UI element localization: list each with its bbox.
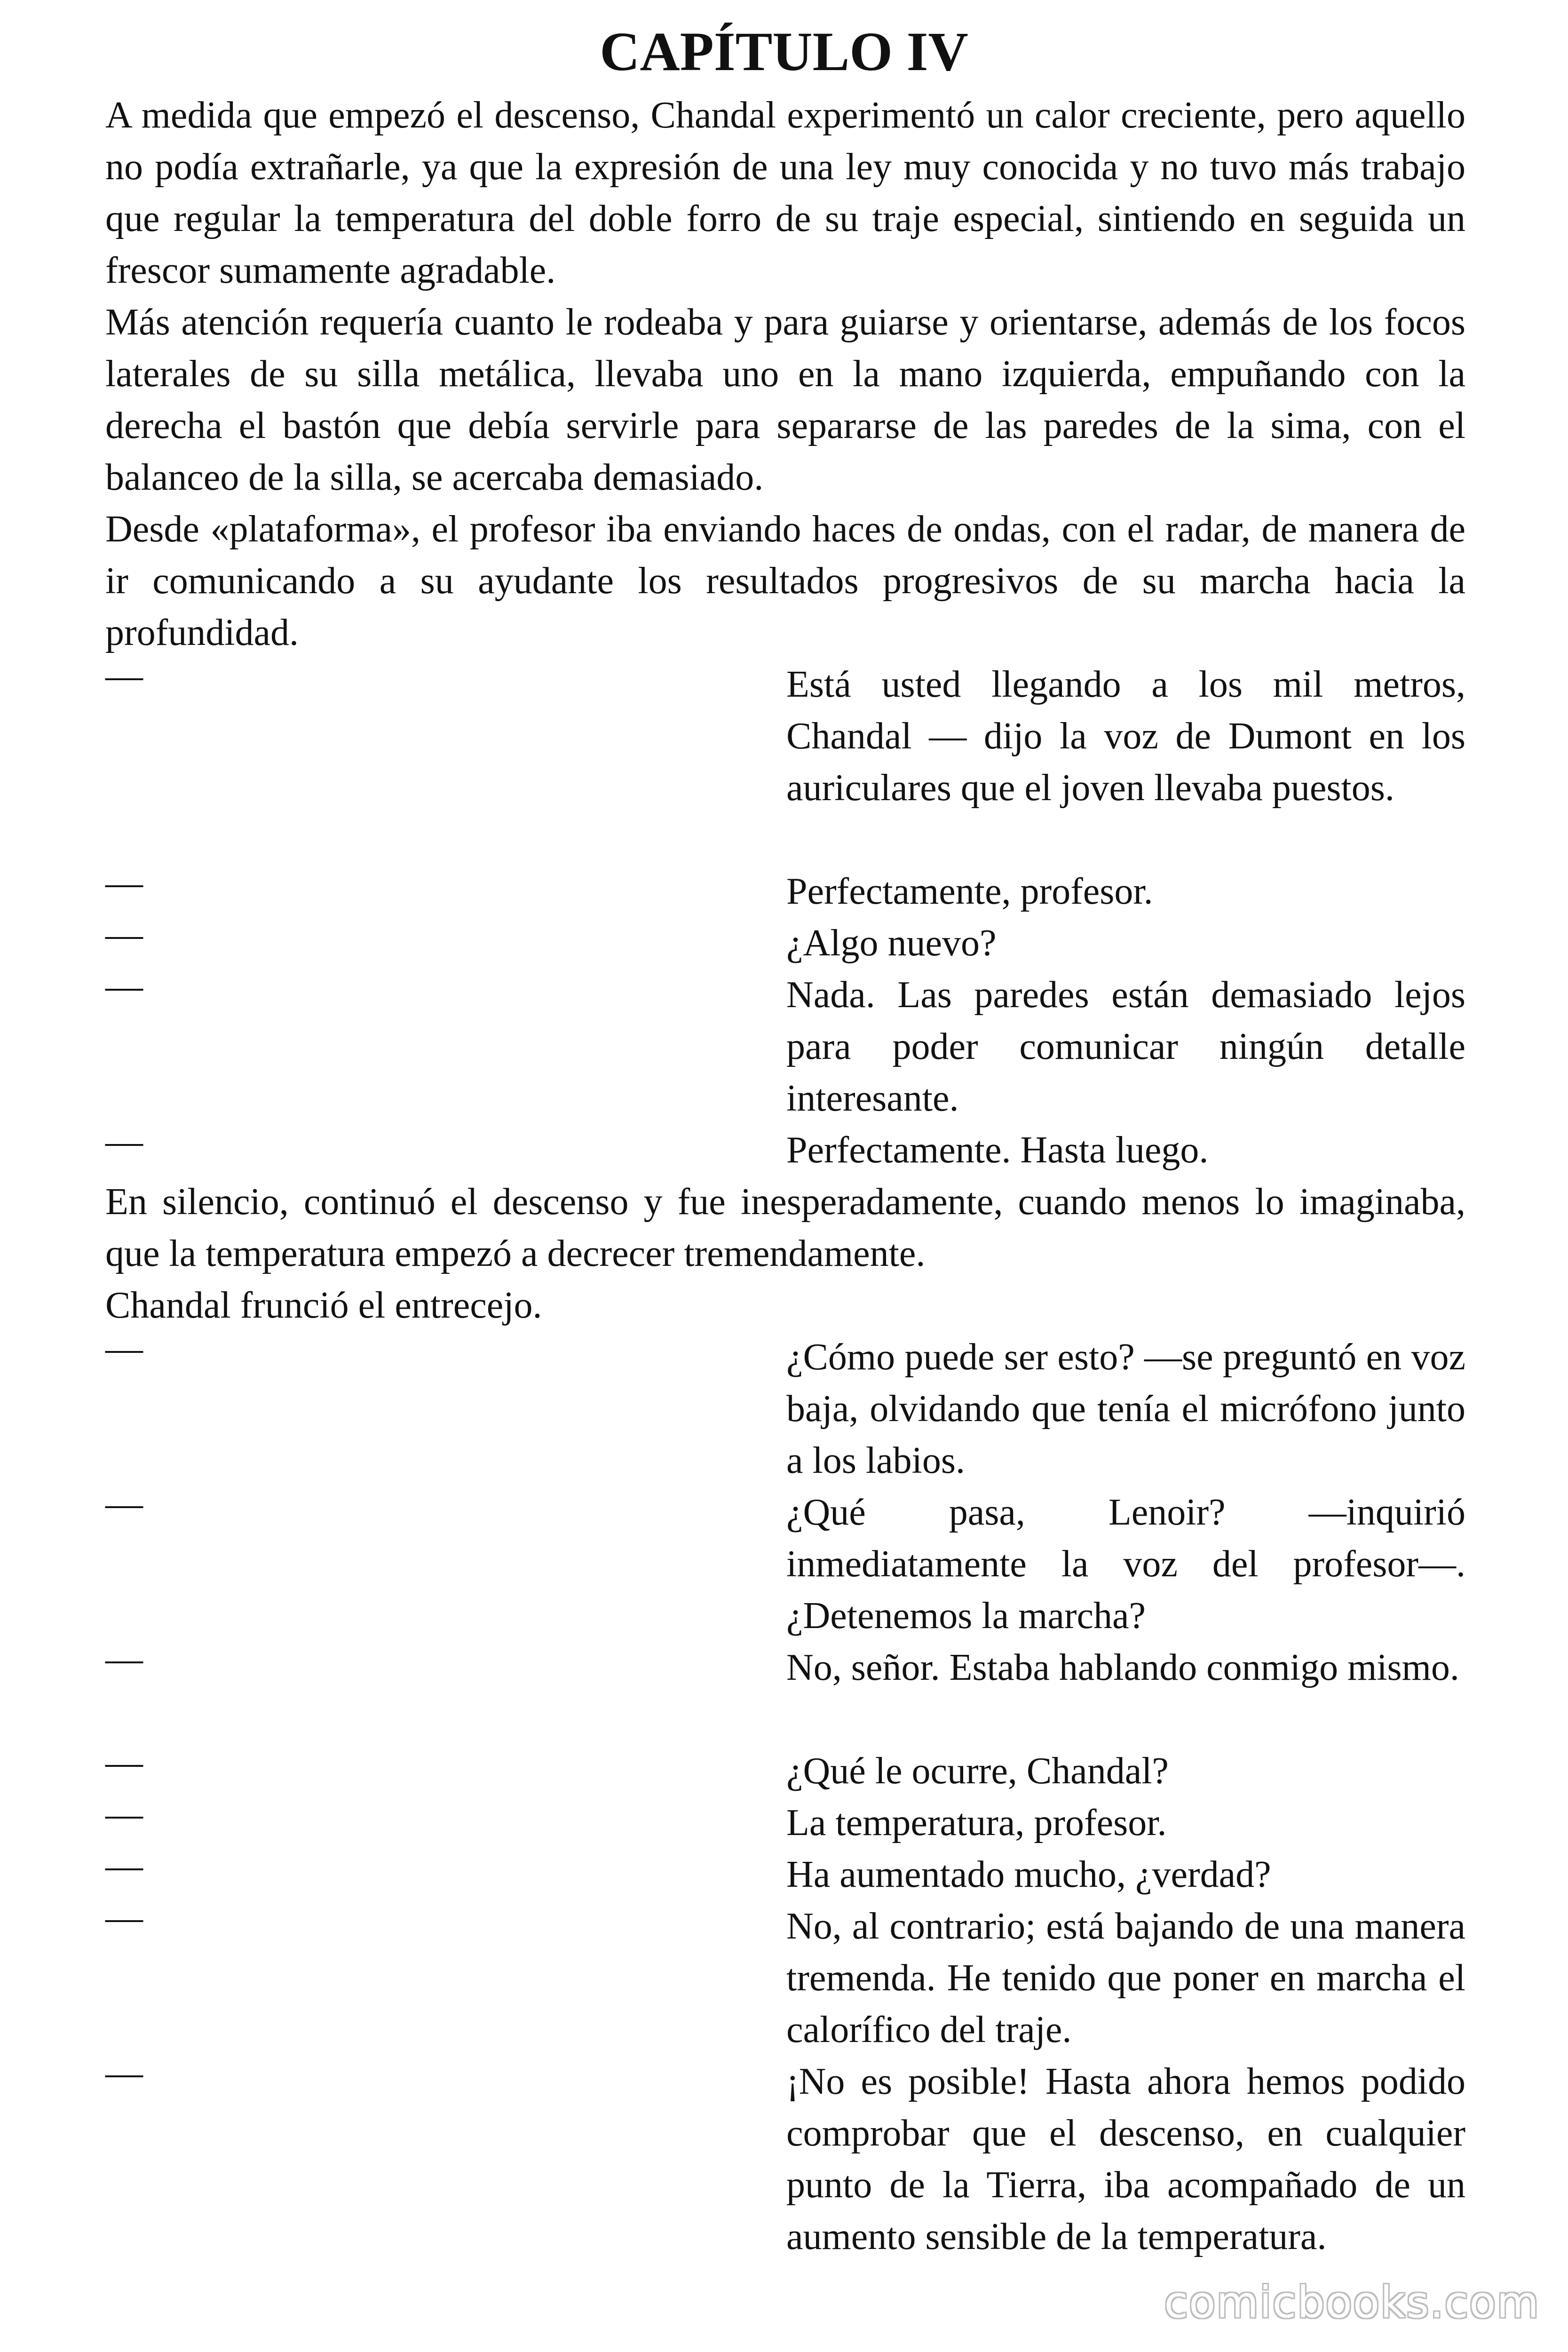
dialogue-text: ¿Algo nuevo? — [786, 922, 997, 964]
dialogue-dash: — — [105, 1121, 143, 1162]
dialogue-text: Ha aumentado mucho, ¿verdad? — [786, 1854, 1271, 1895]
dialogue-dash: — — [105, 1794, 143, 1835]
watermark: comicbooks.com — [1164, 2277, 1540, 2328]
dialogue-text: ¡No es posible! Hasta ahora hemos podido comprobar que el descenso, en cualquier punto de la Tierra, iba acompañado de un aumento sensible de la temperatura. — [786, 2061, 1465, 2257]
dialogue-text: Perfectamente. Hasta luego. — [786, 1129, 1209, 1171]
dialogue-text: Perfectamente, profesor. — [786, 871, 1153, 912]
dialogue-dash: — — [105, 2052, 143, 2094]
paragraph: Más atención requería cuanto le rodeaba y para guiarse y orientarse, además de los focos laterales de su silla metálica, llevaba uno en la mano izquierda, empuñando con la derecha el bastón que debía servirle para separarse de las paredes de la sima, con el balanceo de la silla, se acercaba demasiado. — [105, 302, 1465, 498]
paragraph: Chandal frunció el entrecejo. — [105, 1285, 542, 1326]
paragraph: A medida que empezó el descenso, Chandal experimentó un calor creciente, pero aquello no podía extrañarle, ya que la expresión de una ley muy conocida y no tuvo más trabajo que regular la temperatura del doble forro de su traje especial, sintiendo en seguida un frescor sumamente agradable. — [105, 95, 1465, 291]
dialogue-text: La temperatura, profesor. — [786, 1802, 1167, 1843]
dialogue-dash: — — [105, 655, 143, 697]
dialogue-dash: — — [105, 1742, 143, 1783]
dialogue-text: No, al contrario; está bajando de una manera tremenda. He tenido que poner en marcha el calorífico del traje. — [786, 1906, 1465, 2050]
dialogue-dash: — — [105, 1483, 143, 1525]
paragraph: En silencio, continuó el descenso y fue inesperadamente, cuando menos lo imaginaba, que la temperatura empezó a decrecer tremendamente. — [105, 1181, 1465, 1274]
dialogue-text: ¿Cómo puede ser esto? —se preguntó en voz baja, olvidando que tenía el micrófono junto a los labios. — [786, 1336, 1465, 1481]
dialogue-text: Nada. Las paredes están demasiado lejos para poder comunicar ningún detalle interesante. — [786, 974, 1465, 1119]
dialogue-dash: — — [105, 1845, 143, 1887]
dialogue-dash: — — [105, 1328, 143, 1369]
dialogue-text: ¿Qué le ocurre, Chandal? — [786, 1750, 1169, 1792]
dialogue-dash: — — [105, 1638, 143, 1680]
chapter-title: CAPÍTULO IV — [600, 21, 968, 82]
dialogue-text: Está usted llegando a los mil metros, Chandal — dijo la voz de Dumont en los auriculares que el joven llevaba puestos. — [786, 664, 1465, 809]
dialogue-dash: — — [105, 1897, 143, 1939]
dialogue-text: No, señor. Estaba hablando conmigo mismo. — [786, 1647, 1459, 1688]
dialogue-text: ¿Qué pasa, Lenoir? —inquirió inmediatamente la voz del profesor—. ¿Detenemos la marcha? — [786, 1492, 1465, 1637]
paragraph: Desde «plataforma», el profesor iba enviando haces de ondas, con el radar, de manera de ir comunicando a su ayudante los resultados progresivos de su marcha hacia la profundidad. — [105, 509, 1465, 653]
dialogue-dash: — — [105, 914, 143, 955]
dialogue-dash: — — [105, 966, 143, 1007]
dialogue-dash: — — [105, 862, 143, 904]
